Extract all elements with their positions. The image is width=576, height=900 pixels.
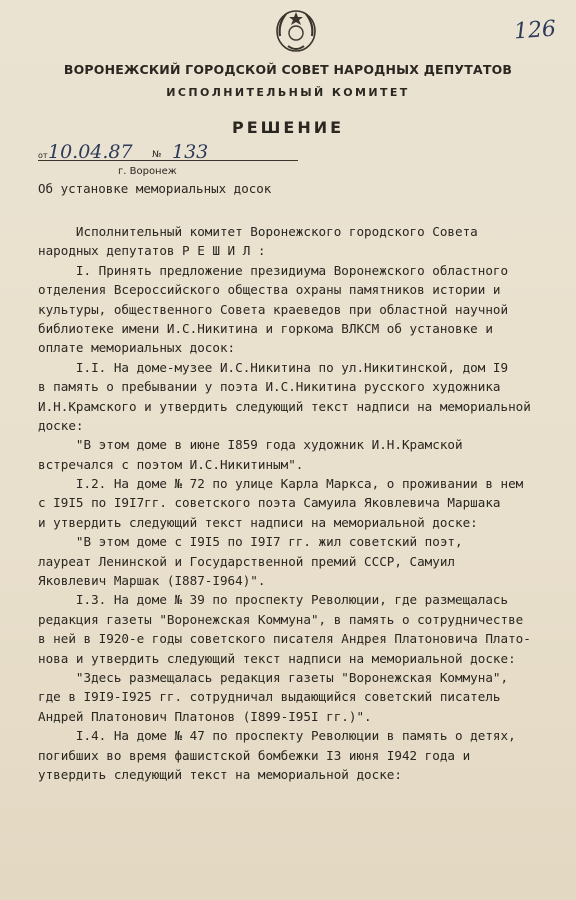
body-line: погибших во время фашистской бомбежки I3 июня I942 года и (38, 747, 471, 763)
body-line: доске: (38, 417, 84, 433)
body-line: "В этом доме с I9I5 по I9I7 гг. жил советский поэт, (38, 534, 463, 550)
body-line: где в I9I9-I925 гг. сотрудничал выдающийся советский писатель (38, 689, 501, 705)
city-label: г. Воронеж (118, 166, 177, 177)
state-emblem-icon (274, 6, 318, 54)
body-line: в память о пребывании у поэта И.С.Никитина русского художника (38, 379, 501, 395)
body-line: I.4. На доме № 47 по проспекту Революции в память о детях, (38, 728, 516, 744)
body-line: отделения Всероссийского общества охраны памятников истории и (38, 282, 501, 298)
subject-line: Об установке мемориальных досок (38, 181, 272, 196)
body-line: нова и утвердить следующий текст надписи на мемориальной доске: (38, 650, 516, 666)
body-line: библиотеке имени И.С.Никитина и горкома ВЛКСМ об установке и (38, 320, 493, 336)
body-line: оплате мемориальных досок: (38, 340, 236, 356)
body-line: I.I. На доме-музее И.С.Никитина по ул.Никитинской, дом I9 (38, 359, 509, 375)
document-type-title: РЕШЕНИЕ (231, 118, 345, 137)
number-label: № (152, 150, 162, 160)
body-line: Яковлевич Маршак (I887-I964)". (38, 573, 266, 589)
decision-number: 133 (172, 141, 209, 163)
archive-sheet-number: 126 (513, 16, 557, 45)
body-line: встречался с поэтом И.С.Никитиным". (38, 456, 304, 472)
body-line: "Здесь размещалась редакция газеты "Воронежская Коммуна", (38, 669, 509, 685)
from-label: от (38, 151, 48, 160)
body-line: с I9I5 по I9I7гг. советского поэта Самуила Яковлевича Маршака (38, 495, 501, 511)
organization-subtitle: ИСПОЛНИТЕЛЬНЫЙ КОМИТЕТ (166, 86, 410, 99)
body-line: Андрей Платонович Платонов (I899-I95I гг.)". (38, 708, 372, 724)
body-line: культуры, общественного Совета краеведов при областной научной (38, 301, 509, 317)
organization-title: ВОРОНЕЖСКИЙ ГОРОДСКОЙ СОВЕТ НАРОДНЫХ ДЕПУТАТОВ (63, 62, 513, 77)
body-line: лауреат Ленинской и Государственной премий СССР, Самуил (38, 553, 456, 569)
body-line: И.Н.Крамского и утвердить следующий текст надписи на мемориальной (38, 398, 531, 414)
body-line: I.2. На доме № 72 по улице Карла Маркса, о проживании в нем (38, 476, 524, 492)
body-line: I.3. На доме № 39 по проспекту Революции, где размещалась (38, 592, 509, 608)
underline-rule (38, 160, 298, 161)
body-line: утвердить следующий текст на мемориальной доске: (38, 766, 402, 782)
body-line: в ней в I920-е годы советского писателя Андрея Платоновича Плато- (38, 631, 531, 647)
body-line: и утвердить следующий текст надписи на мемориальной доске: (38, 514, 478, 530)
body-line: Исполнительный комитет Воронежского городского Совета (38, 224, 478, 239)
body-line: народных депутатов Р Е Ш И Л : (38, 243, 266, 259)
date-number-line (38, 143, 298, 161)
decision-date: 10.04.87 (48, 141, 133, 163)
body-line: I. Принять предложение президиума Воронежского областного (38, 262, 509, 278)
body-line: редакция газеты "Воронежская Коммуна", в память о сотрудничестве (38, 611, 524, 627)
body-line: "В этом доме в июне I859 года художник И.Н.Крамской (38, 437, 463, 453)
document-body (38, 222, 576, 784)
